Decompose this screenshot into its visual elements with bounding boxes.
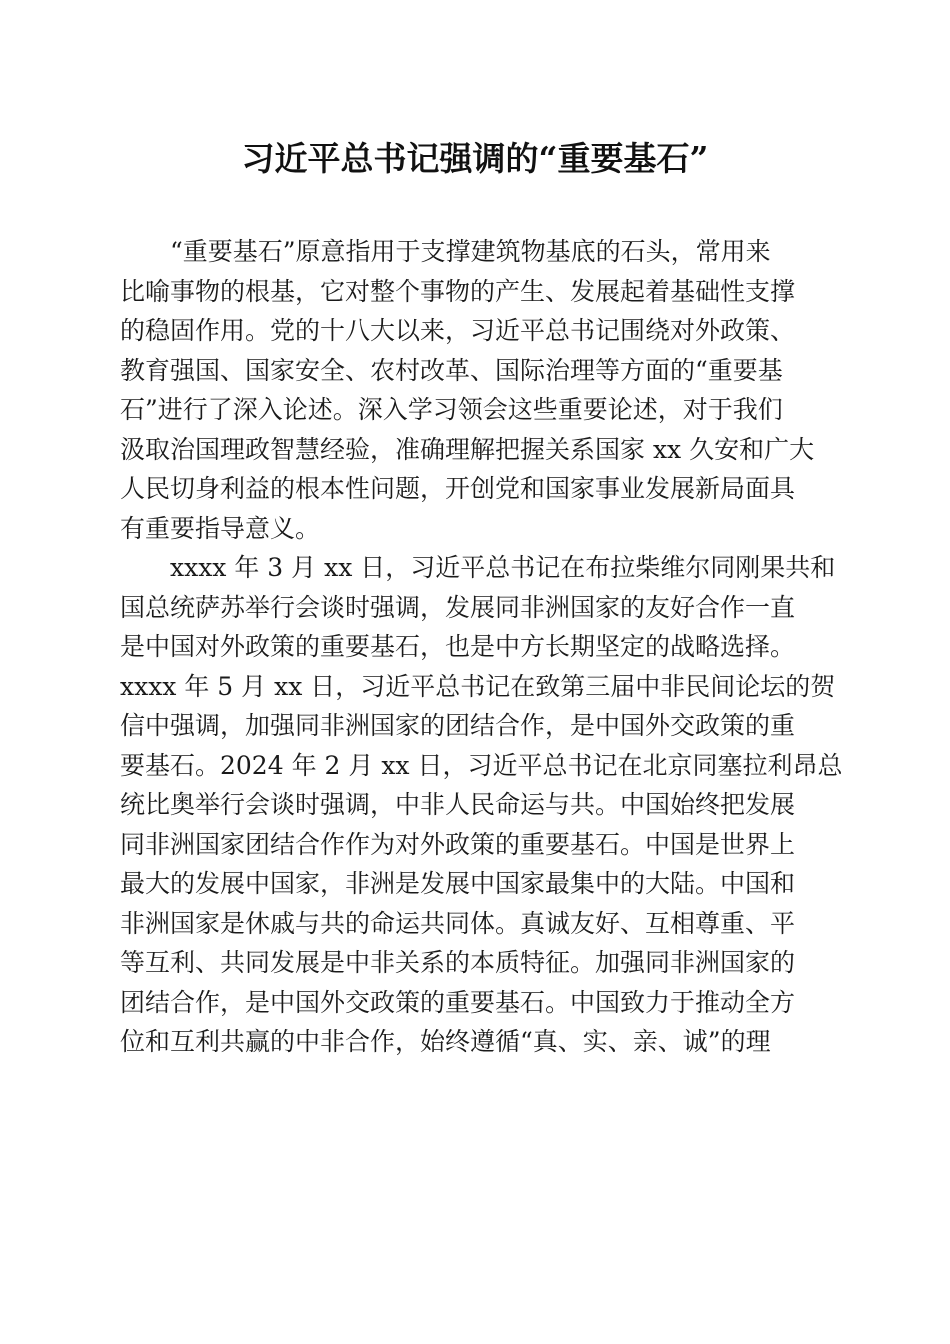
paragraph-1-line-8: 有重要指导意义。 <box>120 513 321 543</box>
document-body <box>120 232 843 1062</box>
paragraph-2-line-13: 位和互利共赢的中非合作，始终遵循“真、实、亲、诚”的理 <box>120 1027 771 1056</box>
paragraph-2-line-8: 同非洲国家团结合作作为对外政策的重要基石。中国是世界上 <box>120 829 796 859</box>
paragraph-2-line-9: 最大的发展中国家，非洲是发展中国家最集中的大陆。中国和 <box>120 869 796 898</box>
paragraph-2-line-4: xxxx 年 5 月 xx 日，习近平总书记在致第三届中非民间论坛的贺 <box>120 671 836 701</box>
paragraph-1-line-3: 的稳固作用。党的十八大以来，习近平总书记围绕对外政策、 <box>120 316 796 345</box>
paragraph-2-line-11: 等互利、共同发展是中非关系的本质特征。加强同非洲国家的 <box>120 948 796 977</box>
paragraph-1-line-2: 比喻事物的根基，它对整个事物的产生、发展起着基础性支撑 <box>120 276 796 306</box>
paragraph-2-line-2: 国总统萨苏举行会谈时强调，发展同非洲国家的友好合作一直 <box>120 592 796 622</box>
paragraph-2-line-7: 统比奥举行会谈时强调，中非人民命运与共。中国始终把发展 <box>120 790 796 819</box>
paragraph-1-line-5: 石”进行了深入论述。深入学习领会这些重要论述，对于我们 <box>120 395 783 424</box>
paragraph-2-line-12: 团结合作，是中国外交政策的重要基石。中国致力于推动全方 <box>120 987 796 1017</box>
paragraph-1-line-6: 汲取治国理政智慧经验，准确理解把握关系国家 xx 久安和广大 <box>120 434 815 464</box>
paragraph-1-line-4: 教育强国、国家安全、农村改革、国际治理等方面的“重要基 <box>120 355 783 385</box>
document-title: 习近平总书记强调的“重要基石” <box>241 139 709 178</box>
paragraph-2-line-1: xxxx 年 3 月 xx 日，习近平总书记在布拉柴维尔同刚果共和 <box>170 553 836 582</box>
paragraph-2-line-10: 非洲国家是休戚与共的命运共同体。真诚友好、互相尊重、平 <box>120 908 796 938</box>
paragraph-2-line-3: 是中国对外政策的重要基石，也是中方长期坚定的战略选择。 <box>120 632 796 661</box>
paragraph-1-line-7: 人民切身利益的根本性问题，开创党和国家事业发展新局面具 <box>120 474 796 503</box>
paragraph-2-line-5: 信中强调，加强同非洲国家的团结合作，是中国外交政策的重 <box>120 711 796 740</box>
paragraph-1-line-1: “重要基石”原意指用于支撑建筑物基底的石头，常用来 <box>170 237 771 266</box>
paragraph-2-line-6: 要基石。2024 年 2 月 xx 日，习近平总书记在北京同塞拉利昂总 <box>120 750 843 780</box>
